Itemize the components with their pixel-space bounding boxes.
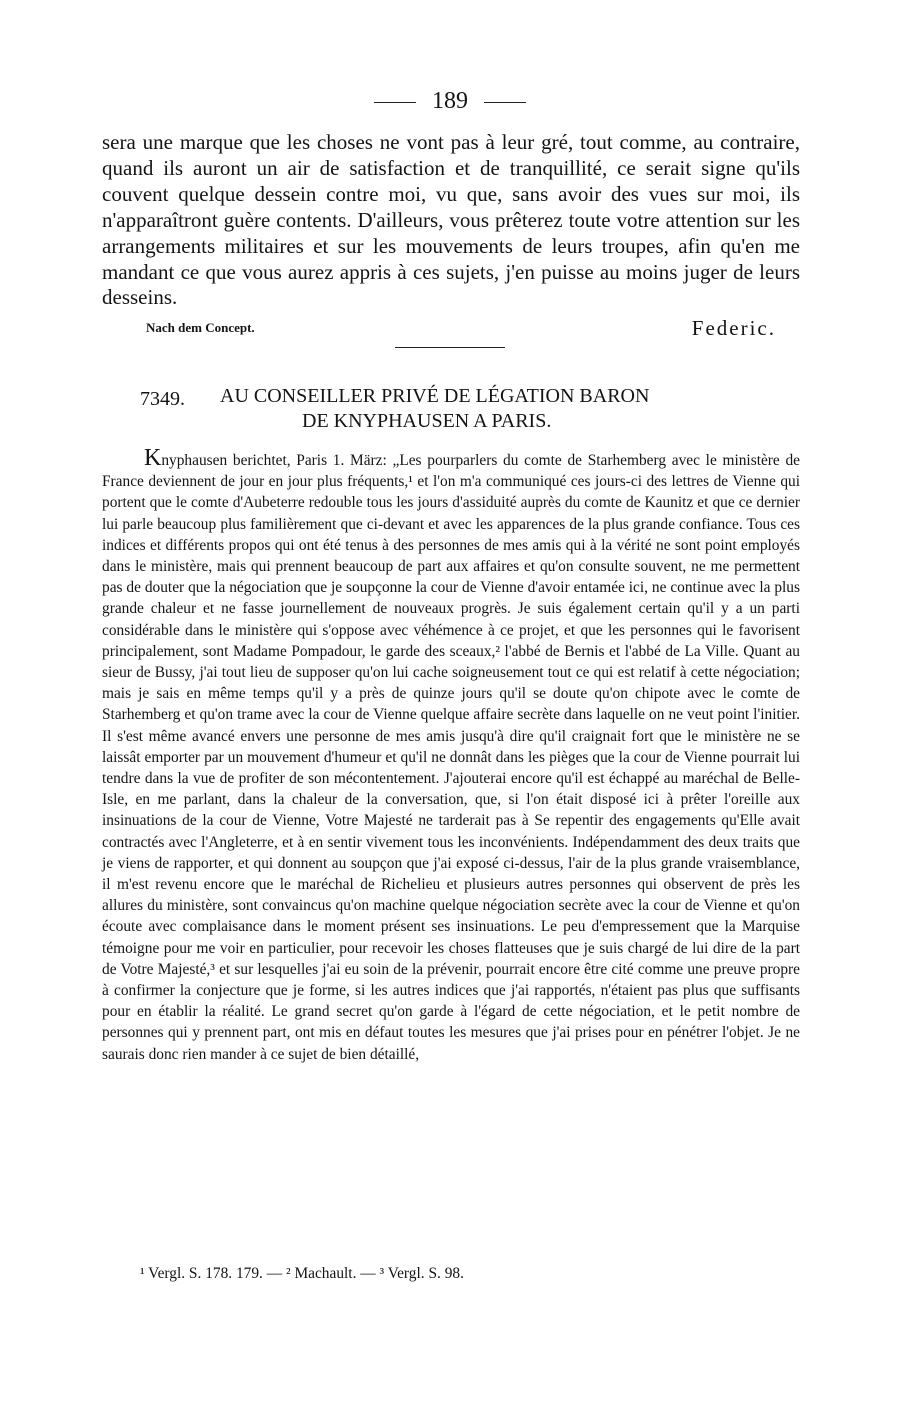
page-header bbox=[0, 84, 900, 118]
section-divider bbox=[395, 347, 505, 348]
signature-row bbox=[146, 316, 776, 344]
header-dash-left bbox=[374, 102, 416, 103]
section-title-line1: AU CONSEILLER PRIVÉ DE LÉGATION BARON bbox=[220, 385, 650, 407]
lead-paragraph: sera une marque que les choses ne vont pas à leur gré, tout comme, au contraire, quand ils auront un air de satisfaction et de tranquillité, ce serait signe qu'ils couvent quelque dessein contre moi, vu que, sans avoir des vues sur moi, ils n'apparaîtront guère contents. D'ailleurs, vous prêterez toute votre attention sur les arrangements militaires et sur les mouvements de leurs troupes, afin qu'en me mandant ce que vous aurez appris à ces sujets, j'en puisse au moins juger de leurs desseins. bbox=[102, 130, 800, 310]
page-number: 189 bbox=[432, 88, 468, 114]
signature: Federic. bbox=[691, 316, 776, 340]
header-dash-right bbox=[484, 102, 526, 103]
body-text: nyphausen berichtet, Paris 1. März: „Les pourparlers du comte de Starhemberg avec le ministère de France deviennent de jour en jour plus fréquents,¹ et l'on m'a communiqué ces jours-ci des lettres de Vienne qui portent que le comte d'Aubeterre redouble tous les jours d'assiduité auprès du comte de Kaunitz et que ce dernier lui parle beaucoup plus familièrement que ci-devant et avec les apparences de la plus grande confiance. Tous ces indices et différents propos qui ont été tenus à des personnes de mes amis qui à la vérité ne sont point employés dans le ministère, mais qui prennent beaucoup de part aux affaires et qu'on consulte souvent, ne me permettent pas de douter que la négociation que je soupçonne la cour de Vienne d'avoir entamée ici, ne continue avec la plus grande chaleur et ne fasse journellement de nouveaux progrès. Je suis également certain qu'il y a un parti considérable dans le ministère qui s'oppose avec véhémence à ce projet, et que les personnes qui le favorisent principalement, sont Madame Pompadour, le garde des sceaux,² l'abbé de Bernis et l'abbé de La Ville. Quant au sieur de Bussy, j'ai tout lieu de supposer qu'on lui cache soigneusement tout ce qui est relatif à cette négociation; mais je sais en même temps qu'il y a près de quinze jours qu'il se doute qu'on chipote avec le comte de Starhemberg et qu'on trame avec la cour de Vienne quelque affaire secrète dans laquelle on ne veut point l'initier. Il s'est même avancé envers une personne de mes amis jusqu'à dire qu'il craignait fort que le ministère ne se laissât emporter par un mouvement d'humeur et qu'il ne donnât dans les pièges que la cour de Vienne pourrait lui tendre dans la vue de profiter de son mécontentement. J'ajouterai encore qu'il est échappé au maréchal de Belle-Isle, en me parlant, dans la chaleur de la conversation, que, si l'on était disposé ici à prêter l'oreille aux insinuations de la cour de Vienne, Votre Majesté ne tarderait pas à Se repentir des engagements qu'Elle avait contractés avec l'Angleterre, et à en sentir vivement tous les inconvénients. Indépendamment des deux traits que je viens de rapporter, et qui donnent au soupçon que j'ai exposé ci-dessus, l'air de la plus grande vraisemblance, il m'est revenu encore que le maréchal de Richelieu et plusieurs autres personnes qui observent de près les allures du ministère, sont convaincus qu'on machine quelque négociation secrète avec la cour de Vienne et qu'on écoute avec complaisance dans le moment présent ses insinuations. Le peu d'empressement que la Marquise témoigne pour me voir en particulier, pour recevoir les choses flatteuses que je suis chargé de lui dire de la part de Votre Majesté,³ et sur lesquelles j'ai eu soin de la prévenir, pourrait encore être cité comme une preuve propre à confirmer la conjecture que je forme, si les autres indices que j'ai rapportés, n'étaient pas plus que suffisants pour en établir la réalité. Le grand secret qu'on garde à l'égard de cette négociation, et le petit nombre de personnes qui y prennent part, ont mis en défaut toutes les mesures que j'ai prises pour en pénétrer l'objet. Je ne saurais donc rien mander à ce sujet de bien détaillé, bbox=[102, 452, 800, 1063]
initial-letter: K bbox=[144, 445, 162, 471]
section-title-line2: DE KNYPHAUSEN A PARIS. bbox=[302, 410, 552, 432]
body-paragraph bbox=[102, 445, 800, 1065]
section-number: 7349. bbox=[140, 388, 185, 410]
source-note: Nach dem Concept. bbox=[146, 320, 255, 335]
footnotes: ¹ Vergl. S. 178. 179. — ² Machault. — ³ Vergl. S. 98. bbox=[140, 1265, 464, 1282]
